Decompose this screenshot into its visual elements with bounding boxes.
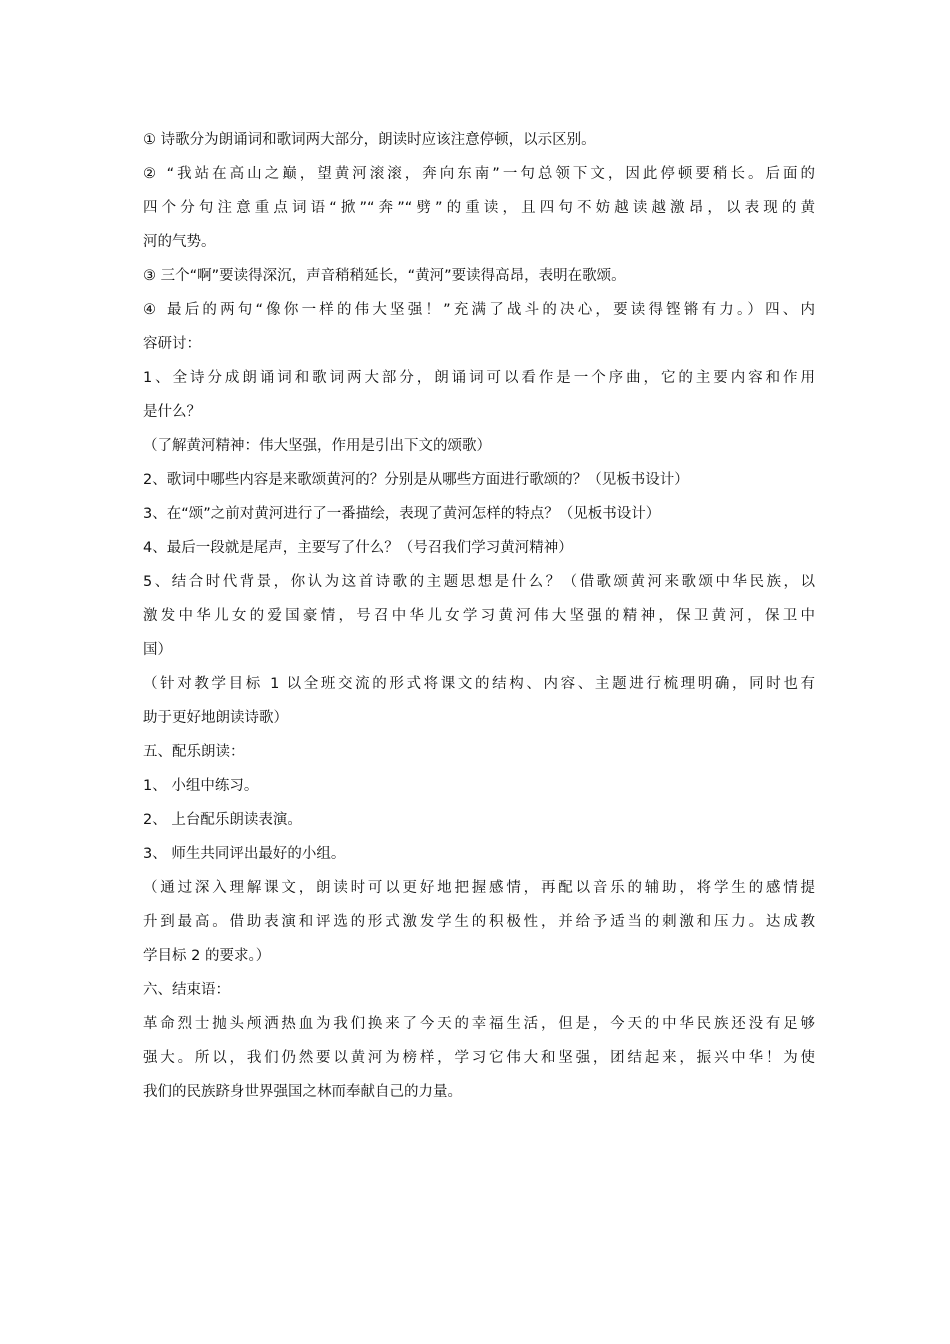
question-2-line: 2、歌词中哪些内容是来歌颂黄河的？分别是从哪些方面进行歌颂的？（见板书设计） [143,472,689,488]
note-objective-2-line-3: 学目标 2 的要求。） [143,948,271,964]
step-1-line: ① 诗歌分为朗诵词和歌词两大部分，朗读时应该注意停顿，以示区别。 [143,132,596,148]
question-5-line-2: 激发中华儿女的爱国豪情，号召中华儿女学习黄河伟大坚强的精神，保卫黄河，保卫中 [143,608,815,624]
reading-step-1: 1、 小组中练习。 [143,778,259,794]
closing-line-3: 我们的民族跻身世界强国之林而奉献自己的力量。 [143,1084,462,1100]
question-3-line: 3、在“颂”之前对黄河进行了一番描绘，表现了黄河怎样的特点？（见板书设计） [143,506,661,522]
step-4-line-1: ④ 最后的两句“像你一样的伟大坚强！”充满了战斗的决心，要读得铿锵有力。）四、内 [143,302,815,318]
section-four-heading: 容研讨： [143,336,201,352]
section-five-heading: 五、配乐朗读： [143,744,245,760]
question-1-answer: （了解黄河精神：伟大坚强，作用是引出下文的颂歌） [143,438,491,454]
reading-step-2: 2、 上台配乐朗读表演。 [143,812,302,828]
question-5-line-1: 5、结合时代背景，你认为这首诗歌的主题思想是什么？（借歌颂黄河来歌颂中华民族，以 [143,574,815,590]
closing-line-1: 革命烈士抛头颅洒热血为我们换来了今天的幸福生活，但是，今天的中华民族还没有足够 [143,1016,815,1032]
question-5-line-3: 国） [143,642,172,658]
step-2-line-3: 河的气势。 [143,234,216,250]
question-1-line-2: 是什么？ [143,404,201,420]
note-objective-2-line-2: 升到最高。借助表演和评选的形式激发学生的积极性，并给予适当的刺激和压力。达成教 [143,914,815,930]
step-2-line-2: 四个分句注意重点词语“掀”“奔”“劈”的重读，且四句不妨越读越激昂，以表现的黄 [143,200,815,216]
section-six-heading: 六、结束语： [143,982,230,998]
closing-line-2: 强大。所以，我们仍然要以黄河为榜样，学习它伟大和坚强，团结起来，振兴中华！为使 [143,1050,815,1066]
question-1-line-1: 1、全诗分成朗诵词和歌词两大部分，朗诵词可以看作是一个序曲，它的主要内容和作用 [143,370,815,386]
question-4-line: 4、最后一段就是尾声，主要写了什么？（号召我们学习黄河精神） [143,540,573,556]
step-3-line: ③ 三个“啊”要读得深沉，声音稍稍延长，“黄河”要读得高昂，表明在歌颂。 [143,268,626,284]
step-2-line-1: ② “我站在高山之巅，望黄河滚滚，奔向东南”一句总领下文，因此停顿要稍长。后面的 [143,166,815,182]
note-objective-1-line-1: （针对教学目标 1 以全班交流的形式将课文的结构、内容、主题进行梳理明确，同时也有 [143,676,815,692]
reading-step-3: 3、 师生共同评出最好的小组。 [143,846,346,862]
note-objective-1-line-2: 助于更好地朗读诗歌） [143,710,288,726]
note-objective-2-line-1: （通过深入理解课文，朗读时可以更好地把握感情，再配以音乐的辅助，将学生的感情提 [143,880,815,896]
document-body [143,123,815,1109]
